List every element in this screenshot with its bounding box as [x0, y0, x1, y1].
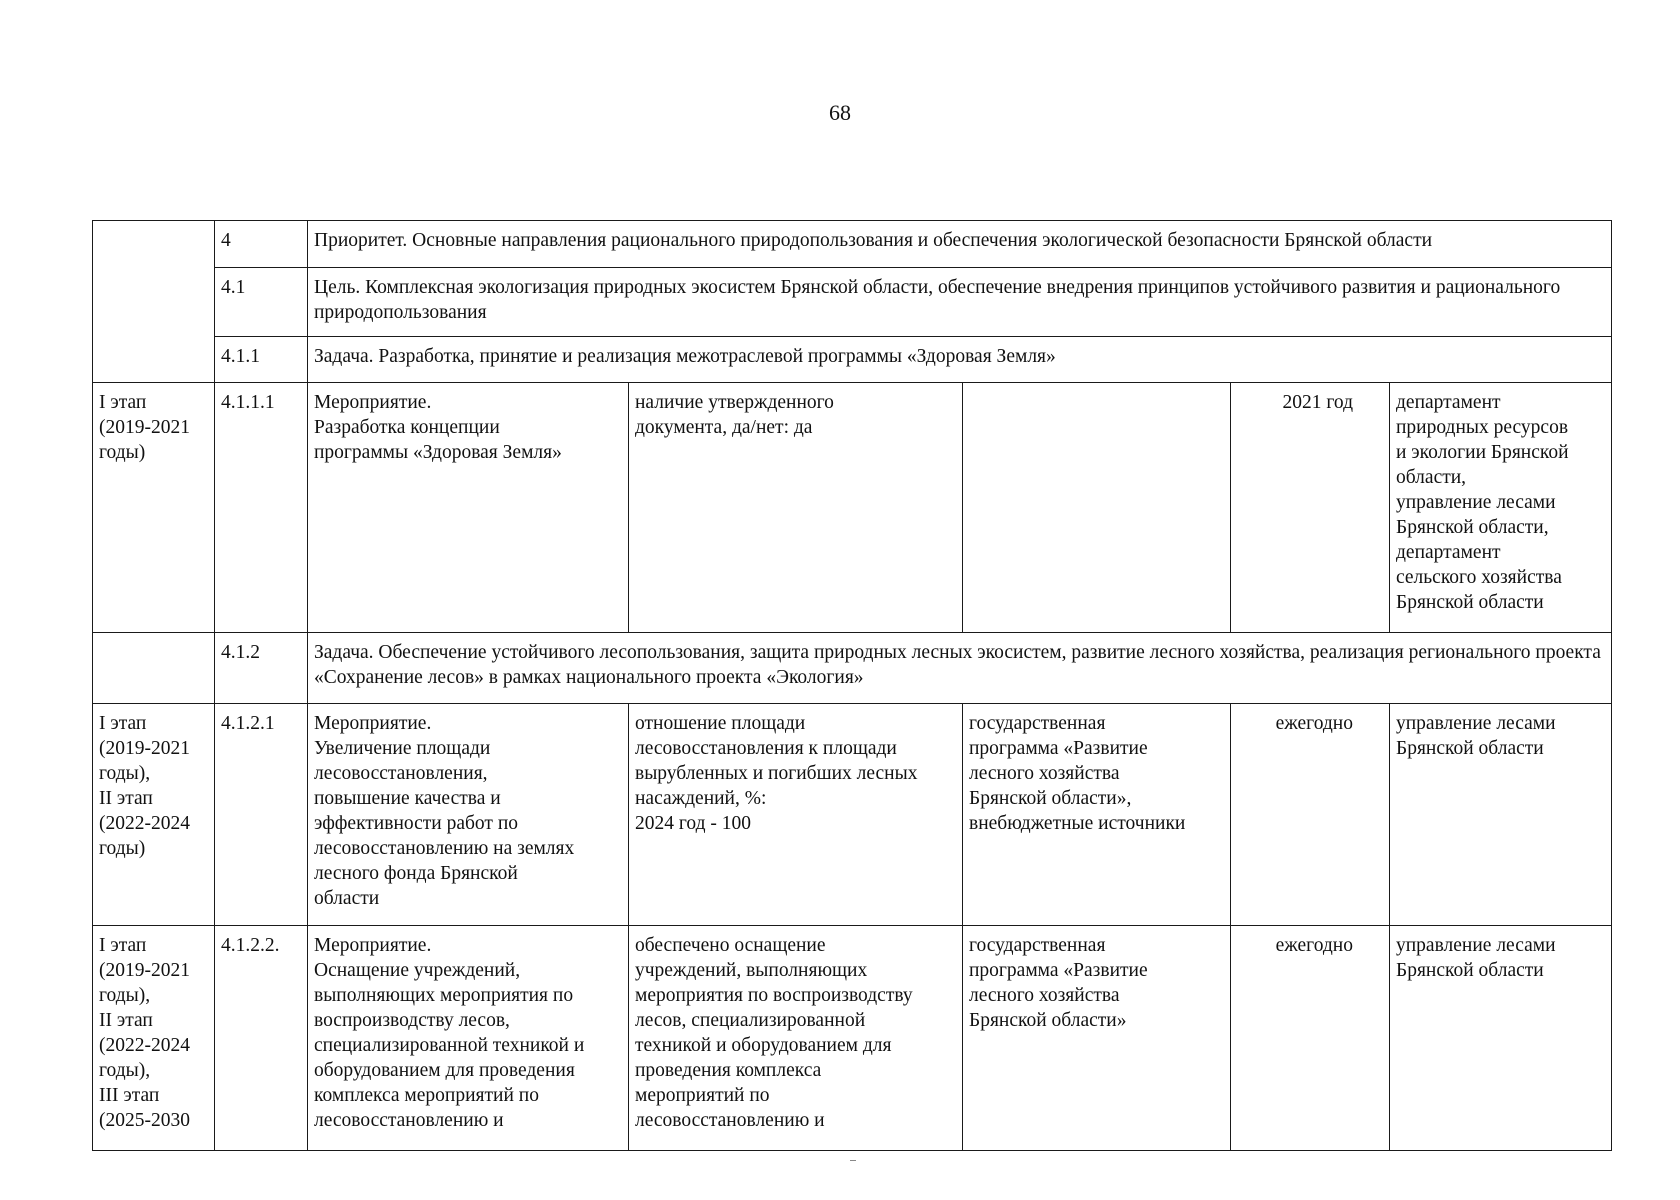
stage-cell-empty: [93, 633, 215, 704]
table-row-measure: [93, 704, 1612, 926]
goal-text: Цель. Комплексная экологизация природных экосистем Брянской области, обеспечение внедрения принципов устойчивого развития и рационального природопользования: [308, 268, 1612, 337]
executor-cell: департамент природных ресурсов и экологии Брянской области, управление лесами Брянской области, департамент сельского хозяйства Брянской области: [1390, 383, 1612, 633]
item-number: 4.1: [215, 268, 308, 337]
item-number: 4.1.2.1: [215, 704, 308, 926]
stage-cell: I этап (2019-2021 годы), II этап (2022-2024 годы): [93, 704, 215, 926]
page-number: 68: [829, 100, 851, 125]
item-number: 4.1.2: [215, 633, 308, 704]
funding-cell: государственная программа «Развитие лесного хозяйства Брянской области», внебюджетные источники: [963, 704, 1231, 926]
task-text: Задача. Разработка, принятие и реализация межотраслевой программы «Здоровая Земля»: [308, 337, 1612, 383]
funding-cell: государственная программа «Развитие лесного хозяйства Брянской области»: [963, 926, 1231, 1151]
item-number: 4: [215, 221, 308, 268]
measure-cell: Мероприятие. Увеличение площади лесовосстановления, повышение качества и эффективности работ по лесовосстановлению на землях лесного фонда Брянской области: [308, 704, 629, 926]
term-cell: ежегодно: [1231, 704, 1390, 926]
scan-mark: [850, 1160, 856, 1161]
item-number: 4.1.1: [215, 337, 308, 383]
table-row-measure: [93, 383, 1612, 633]
funding-cell: [963, 383, 1231, 633]
table-row-task: [93, 337, 1612, 383]
item-number: 4.1.2.2.: [215, 926, 308, 1151]
stage-cell-empty: [93, 221, 215, 383]
indicator-cell: обеспечено оснащение учреждений, выполняющих мероприятия по воспроизводству лесов, специализированной техникой и оборудованием для проведения комплекса мероприятий по лесовосстановлению и: [629, 926, 963, 1151]
table-row-priority: [93, 221, 1612, 268]
executor-cell: управление лесами Брянской области: [1390, 926, 1612, 1151]
measure-cell: Мероприятие. Разработка концепции программы «Здоровая Земля»: [308, 383, 629, 633]
item-number: 4.1.1.1: [215, 383, 308, 633]
indicator-cell: отношение площади лесовосстановления к площади вырубленных и погибших лесных насаждений, %: 2024 год - 100: [629, 704, 963, 926]
table-row-goal: [93, 268, 1612, 337]
table-row-task: [93, 633, 1612, 704]
program-table: [92, 220, 1612, 1151]
measure-cell: Мероприятие. Оснащение учреждений, выполняющих мероприятия по воспроизводству лесов, специализированной техникой и оборудованием для проведения комплекса мероприятий по лесовосстановлению и: [308, 926, 629, 1151]
stage-cell: I этап (2019-2021 годы): [93, 383, 215, 633]
stage-cell: I этап (2019-2021 годы), II этап (2022-2024 годы), III этап (2025-2030: [93, 926, 215, 1151]
indicator-cell: наличие утвержденного документа, да/нет: да: [629, 383, 963, 633]
task-text: Задача. Обеспечение устойчивого лесопользования, защита природных лесных экосистем, развитие лесного хозяйства, реализация регионального проекта «Сохранение лесов» в рамках национального проекта «Экология»: [308, 633, 1612, 704]
term-cell: ежегодно: [1231, 926, 1390, 1151]
priority-text: Приоритет. Основные направления рационального природопользования и обеспечения экологической безопасности Брянской области: [308, 221, 1612, 268]
executor-cell: управление лесами Брянской области: [1390, 704, 1612, 926]
table-row-measure: [93, 926, 1612, 1151]
term-cell: 2021 год: [1231, 383, 1390, 633]
